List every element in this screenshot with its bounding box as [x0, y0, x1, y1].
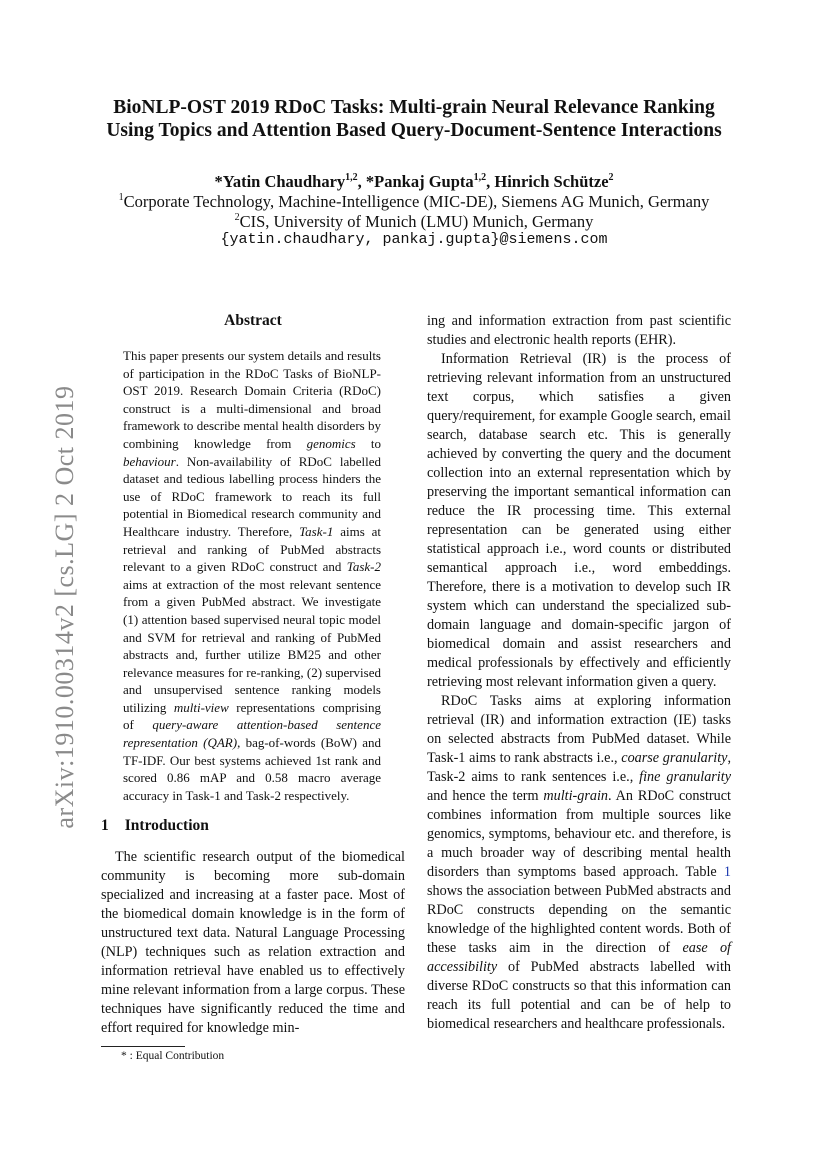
right-column	[427, 312, 731, 1034]
author-affiliation-mark: 2	[608, 172, 614, 183]
italic-term: genomics	[306, 435, 356, 451]
title-line-2: Using Topics and Attention Based Query-Document-Sentence Interactions	[106, 120, 722, 141]
author-name: *Pankaj Gupta	[365, 172, 474, 191]
affiliation-text: CIS, University of Munich (LMU) Munich, Germany	[239, 212, 594, 231]
author-separator: ,	[357, 172, 366, 191]
text-run: , bag-of-words (BoW) and TF-IDF. Our best systems achieved 1st rank and scored 0.86 mAP and 0.58 macro average accuracy in Task-1 and Task-2 respectively.	[123, 735, 382, 803]
text-run: . An RDoC construct combines information from multiple sources like genomics, symptoms, behaviour etc. and therefore, is a much broader way of describing mental health disorders than symptoms based approach. Table	[427, 788, 731, 880]
italic-term: behaviour	[123, 453, 176, 469]
introduction-left-column	[101, 848, 405, 1038]
arxiv-identifier-stamp	[20, 372, 79, 842]
intro-paragraph: The scientific research output of the biomedical community is becoming more sub-domain specialized and increasing at a faster pace. Most of the biomedical domain knowledge is in the form of unstructured text data. Natural Language Processing (NLP) techniques such as relation extraction and information retrieval have enabled us to effectively mine relevant information from a large corpus. These techniques have significantly reduced the time and effort required for knowledge min-	[101, 849, 405, 1036]
text-run: , Task-2 aims to rank sentences i.e.,	[427, 750, 731, 785]
paper-title	[60, 96, 768, 142]
text-run: aims at retrieval and ranking of PubMed abstracts relevant to a given RDoC construct and	[123, 523, 381, 575]
information-retrieval-paragraph: Information Retrieval (IR) is the process of retrieving relevant information from an unstructured text corpus, which satisfies a given query/requirement, for example Google search, email search, database search etc. This is generally achieved by converting the query and the document collection into an external representation which by preserving the important semantical information can reduce the IR processing time. This external representation can be generated using either statistical approach i.e., word counts or distributed semantical approach i.e., word embeddings. Therefore, there is a motivation to develop such IR system which can understand the specialized sub-domain language and domain-specific jargon of biomedical domain and assist researchers and medical professionals by effectively and efficiently retrieving most relevant information given a query.	[427, 351, 731, 690]
italic-term: query-aware attention-based sentence representation (QAR)	[123, 717, 381, 751]
italic-term: multi-grain	[543, 788, 609, 804]
text-run: . Non-availability of RDoC labelled dataset and tedious labelling process hinders the use of RDoC framework to reach its full potential in Biomedical research community and Healthcare industry. Therefore,	[123, 453, 381, 539]
affiliation-2	[60, 212, 768, 232]
abstract-heading: Abstract	[224, 312, 282, 329]
affiliation-mark: 2	[234, 212, 240, 223]
text-run: and hence the term	[427, 788, 544, 804]
italic-term: Task-2	[346, 559, 381, 575]
author-name: Hinrich Schütze	[494, 172, 609, 191]
table-reference-link[interactable]: 1	[723, 864, 731, 880]
section-number: 1	[101, 817, 109, 834]
text-run: RDoC Tasks aims at exploring information retrieval (IR) and information extraction (IE) tasks on selected abstracts from PubMed dataset. While Task-1 aims to rank abstracts i.e.,	[427, 693, 731, 766]
footnote: * : Equal Contribution	[121, 1050, 225, 1062]
author-name: *Yatin Chaudhary	[214, 172, 346, 191]
author-list	[60, 172, 768, 192]
affiliation-1	[60, 192, 768, 212]
text-run: shows the association between PubMed abstracts and RDoC constructs depending on the semantic knowledge of the highlighted content words. Both of these tasks aim in the direction of	[427, 883, 731, 956]
abstract-body	[123, 347, 381, 804]
rdoc-tasks-paragraph	[427, 692, 731, 1034]
italic-term: fine granularity	[639, 769, 731, 785]
footnote-rule	[101, 1046, 185, 1047]
italic-term: ease of accessibility	[427, 940, 731, 975]
intro-paragraph-continued: ing and information extraction from past scientific studies and electronic health reports (EHR).	[427, 313, 731, 348]
text-run: of PubMed abstracts labelled with diverse RDoC constructs so that this information can reach its full potential and can be of help to biomedical researchers and healthcare professionals.	[427, 959, 731, 1032]
section-heading-introduction	[101, 817, 209, 835]
text-run: aims at extraction of the most relevant sentence from a given PubMed abstract. We investigate (1) attention based supervised neural topic model and SVM for retrieval and ranking of PubMed abstracts and, further utilize BM25 and other relevance measures for re-ranking, (2) supervised and unsupervised sentence ranking models utilizing	[123, 576, 381, 715]
author-email: {yatin.chaudhary, pankaj.gupta}@siemens.com	[220, 231, 608, 248]
section-title: Introduction	[124, 817, 209, 834]
author-separator: ,	[486, 172, 495, 191]
text-run: This paper presents our system details and results of participation in the RDoC Tasks of BioNLP-OST 2019. Research Domain Criteria (RDoC) construct is a multi-dimensional and broad framework to describe mental health disorders by combining knowledge from	[123, 348, 381, 451]
text-run: representations comprising of	[123, 699, 381, 733]
author-affiliation-mark: 1,2	[345, 172, 358, 183]
arxiv-identifier-text: arXiv:1910.00314v2 [cs.LG] 2 Oct 2019	[50, 385, 79, 829]
affiliation-text: Corporate Technology, Machine-Intelligence (MIC-DE), Siemens AG Munich, Germany	[123, 192, 710, 211]
affiliation-mark: 1	[118, 192, 124, 203]
author-affiliation-mark: 1,2	[473, 172, 487, 183]
title-line-1: BioNLP-OST 2019 RDoC Tasks: Multi-grain Neural Relevance Ranking	[113, 97, 715, 118]
italic-term: Task-1	[299, 523, 334, 539]
italic-term: coarse granularity	[621, 750, 728, 766]
italic-term: multi-view	[173, 699, 229, 715]
text-run: to	[355, 435, 381, 451]
